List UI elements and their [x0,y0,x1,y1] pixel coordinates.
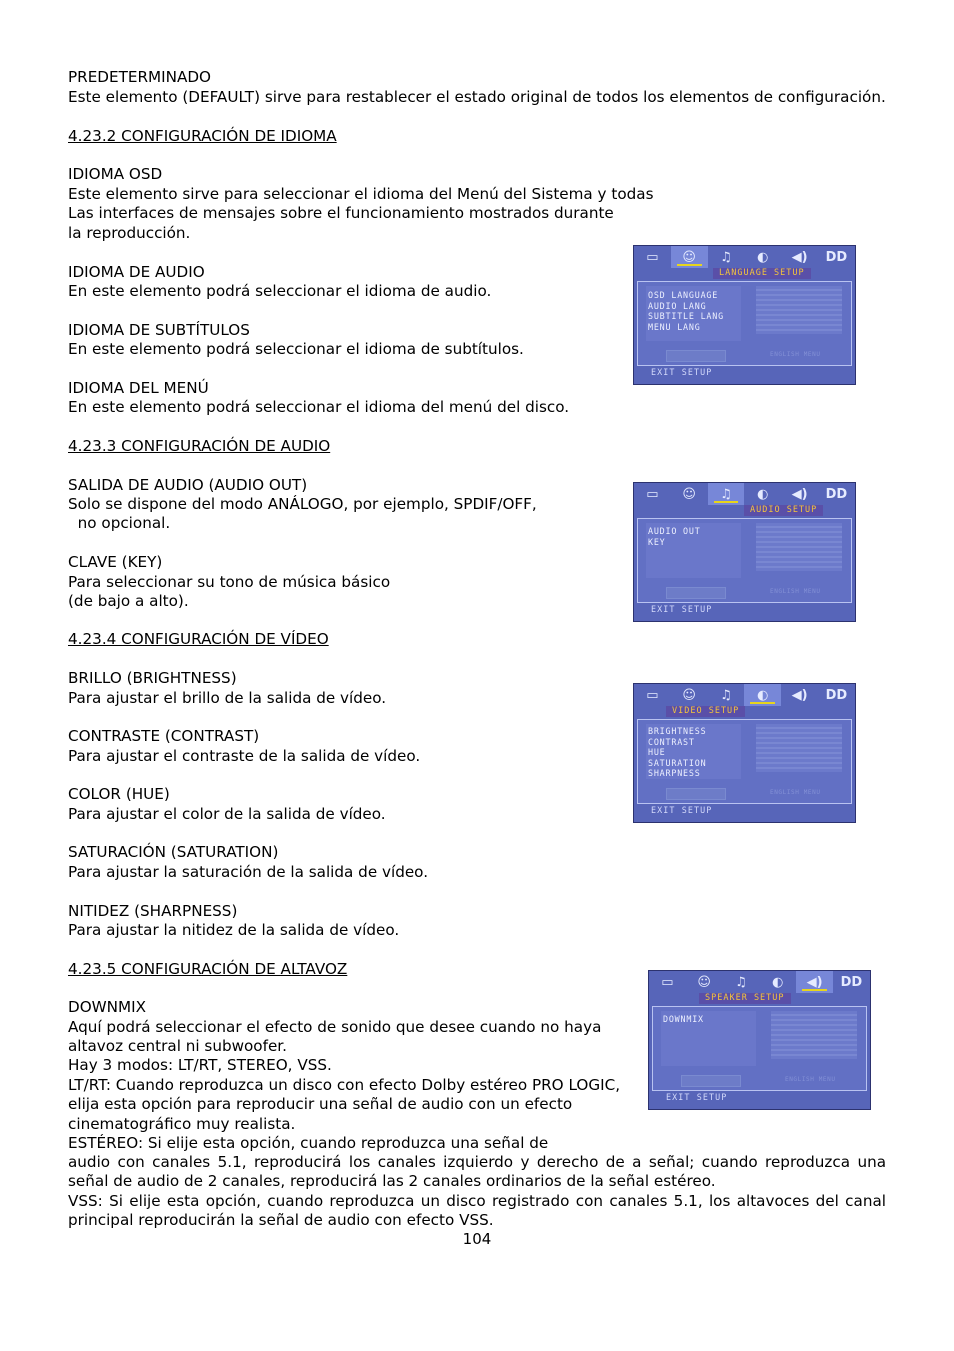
osd-highlight-bar [666,788,726,800]
text-line: Para seleccionar su tono de música básico [68,573,391,591]
text-line: Hay 3 modos: LT/RT, STEREO, VSS. [68,1056,332,1074]
osd-tab-bar [634,684,855,706]
text-line: Para ajustar el color de la salida de vídeo. [68,805,386,823]
music-note-icon: ♫ [720,687,732,703]
text-line: no opcional. [68,514,171,532]
text-line: Solo se dispone del modo ANÁLOGO, por ejemplo, SPDIF/OFF, [68,495,537,513]
osd-header: VIDEO SETUP [666,706,745,717]
osd-exit-setup: EXIT SETUP [651,805,713,815]
monitor-icon: ▭ [646,486,659,502]
osd-menu-items: DOWNMIX [663,1014,704,1024]
speaker-icon: ◀) [791,687,808,703]
dolby-icon: DD [825,249,848,265]
osd-english-menu: ENGLISH MENU [770,588,821,595]
dolby-icon: DD [825,486,848,502]
osd-highlight-bar [666,587,726,599]
text-line: ESTÉREO: Si elije esta opción, cuando reproduzca una señal de [68,1134,549,1152]
osd-exit-setup: EXIT SETUP [651,604,713,614]
heading-nitidez: NITIDEZ (SHARPNESS) [68,902,238,920]
person-screen-icon: ☺ [697,974,711,990]
heading-idioma-osd: IDIOMA OSD [68,165,163,183]
osd-english-menu: ENGLISH MENU [770,789,821,796]
osd-highlight-bar [666,350,726,362]
osd-english-menu: ENGLISH MENU [785,1076,836,1083]
heading-idioma-menu: IDIOMA DEL MENÚ [68,379,209,397]
text-line: (de bajo a alto). [68,592,189,610]
color-disc-icon: ◐ [757,486,769,502]
audio-setup-screenshot [633,482,856,622]
text-line: En este elemento podrá seleccionar el idioma de subtítulos. [68,340,524,358]
section-title-idioma: 4.23.2 CONFIGURACIÓN DE IDIOMA [68,127,337,145]
music-note-icon: ♫ [708,483,745,505]
osd-header: AUDIO SETUP [744,505,823,516]
osd-menu-items: AUDIO OUT KEY [648,526,701,547]
text-line: Las interfaces de mensajes sobre el funcionamiento mostrados durante [68,204,614,222]
osd-menu-items: BRIGHTNESS CONTRAST HUE SATURATION SHARPNESS [648,726,707,779]
monitor-icon: ▭ [646,687,659,703]
heading-predeterminado: PREDETERMINADO [68,68,212,86]
text-line: altavoz central ni subwoofer. [68,1037,287,1055]
dolby-icon: DD [840,974,863,990]
text-line: Este elemento (DEFAULT) sirve para restablecer el estado original de todos los elementos de configuración. [68,88,886,106]
page-number: 104 [462,1230,492,1248]
paragraph-estereo: audio con canales 5.1, reproducirá los canales izquierdo y derecho de a señal; cuando reproduzca una señal de audio de 2 canales, reproducirá las 2 canales ordinarios de la señal estéreo. [68,1153,886,1191]
monitor-icon: ▭ [646,249,659,265]
music-note-icon: ♫ [720,249,732,265]
text-line: Este elemento sirve para seleccionar el idioma del Menú del Sistema y todas [68,185,654,203]
person-screen-icon: ☺ [682,486,696,502]
color-disc-icon: ◐ [744,684,781,706]
osd-header: SPEAKER SETUP [699,993,791,1004]
osd-menu-items: OSD LANGUAGE AUDIO LANG SUBTITLE LANG MENU LANG [648,290,724,332]
speaker-setup-screenshot [648,970,871,1110]
heading-idioma-audio: IDIOMA DE AUDIO [68,263,205,281]
speaker-icon: ◀) [791,249,808,265]
text-line: Para ajustar el brillo de la salida de vídeo. [68,689,387,707]
osd-exit-setup: EXIT SETUP [666,1092,728,1102]
osd-tab-bar [649,971,870,993]
heading-key: CLAVE (KEY) [68,553,163,571]
text-line: elija esta opción para reproducir una señal de audio con un efecto [68,1095,573,1113]
person-screen-icon: ☺ [682,687,696,703]
monitor-icon: ▭ [661,974,674,990]
text-line: Aquí podrá seleccionar el efecto de sonido que desee cuando no haya [68,1018,602,1036]
section-title-video: 4.23.4 CONFIGURACIÓN DE VÍDEO [68,630,329,648]
osd-options-grid [771,1011,857,1059]
speaker-icon: ◀) [791,486,808,502]
text-line: En este elemento podrá seleccionar el idioma de audio. [68,282,492,300]
dolby-icon: DD [825,687,848,703]
osd-exit-setup: EXIT SETUP [651,367,713,377]
heading-idioma-subtitulos: IDIOMA DE SUBTÍTULOS [68,321,250,339]
color-disc-icon: ◐ [757,249,769,265]
osd-highlight-bar [681,1075,741,1087]
heading-downmix: DOWNMIX [68,998,147,1016]
music-note-icon: ♫ [735,974,747,990]
text-line: la reproducción. [68,224,191,242]
text-line: cinematográfico muy realista. [68,1115,296,1133]
heading-audio-out: SALIDA DE AUDIO (AUDIO OUT) [68,476,308,494]
text-line: En este elemento podrá seleccionar el idioma del menú del disco. [68,398,570,416]
osd-tab-bar [634,483,855,505]
heading-saturacion: SATURACIÓN (SATURATION) [68,843,279,861]
text-line: Para ajustar la saturación de la salida de vídeo. [68,863,429,881]
heading-brillo: BRILLO (BRIGHTNESS) [68,669,237,687]
osd-options-grid [756,523,842,571]
section-title-altavoz: 4.23.5 CONFIGURACIÓN DE ALTAVOZ [68,960,348,978]
video-setup-screenshot [633,683,856,823]
text-line: Para ajustar la nitidez de la salida de vídeo. [68,921,400,939]
osd-options-grid [756,286,842,334]
osd-tab-bar [634,246,855,268]
text-line: LT/RT: Cuando reproduzca un disco con efecto Dolby estéreo PRO LOGIC, [68,1076,621,1094]
paragraph-vss: VSS: Si elije esta opción, cuando reproduzca un disco registrado con canales 5.1, los altavoces del canal principal reproducirán la señal de audio con efecto VSS. [68,1192,886,1230]
person-screen-icon: ☺ [671,246,708,268]
osd-english-menu: ENGLISH MENU [770,351,821,358]
osd-header: LANGUAGE SETUP [713,268,811,279]
color-disc-icon: ◐ [772,974,784,990]
heading-contraste: CONTRASTE (CONTRAST) [68,727,260,745]
text-line: Para ajustar el contraste de la salida de vídeo. [68,747,421,765]
osd-options-grid [756,724,842,772]
section-title-audio: 4.23.3 CONFIGURACIÓN DE AUDIO [68,437,331,455]
speaker-icon: ◀) [796,971,833,993]
language-setup-screenshot [633,245,856,385]
heading-color: COLOR (HUE) [68,785,170,803]
